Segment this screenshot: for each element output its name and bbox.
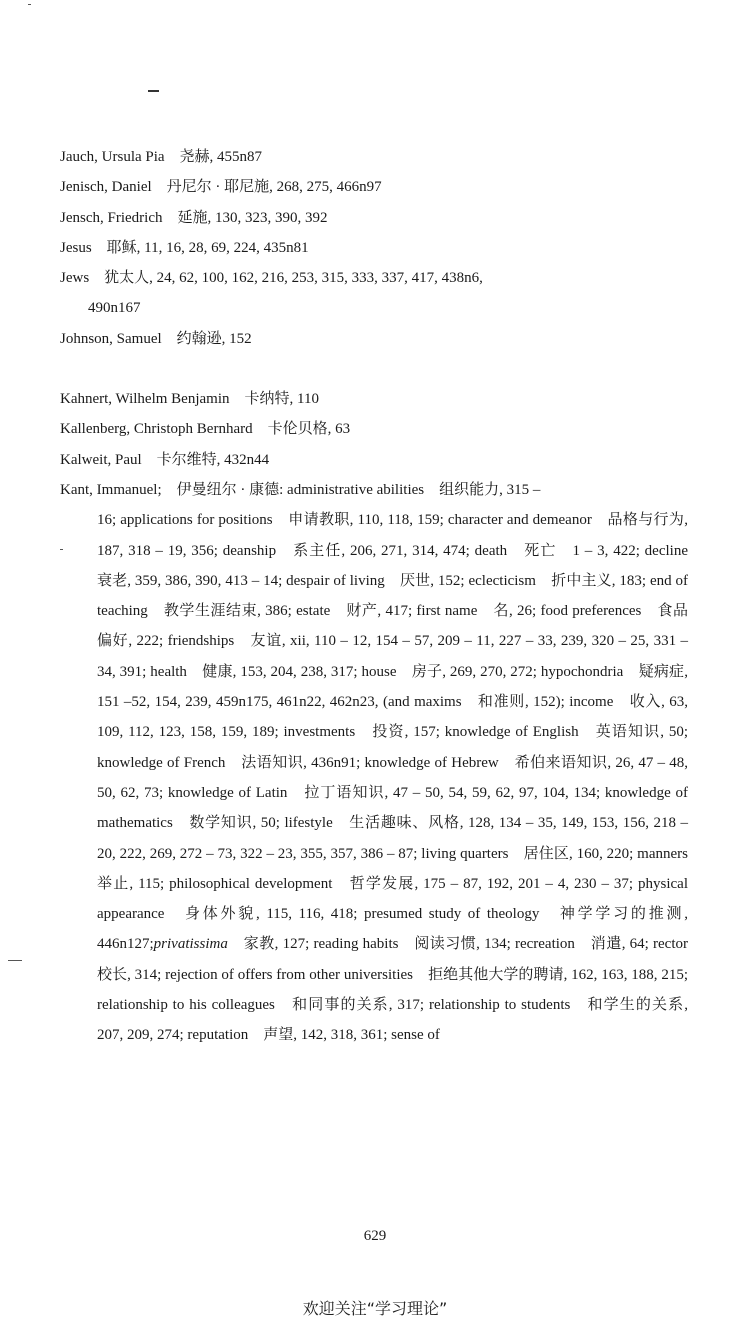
index-entry-kant xyxy=(60,475,704,1051)
kant-entry-subentries xyxy=(60,505,704,1050)
index-entry-kallenberg xyxy=(60,414,692,444)
index-group-k xyxy=(60,384,692,475)
footer-watermark-text: 欢迎关注“学习理论” xyxy=(302,1299,448,1318)
scan-speck xyxy=(28,4,31,5)
kant-subentries-text-continued: 家教, 127; reading habits 阅读习惯, 134; recreation 消遣, 64; rector 校长, 314; rejection of offers from other universities 拒绝其他大学的聘请, 162, 163, 188, 215; relationship to his colleagues 和同事的关系, 317; relationship to students 和学生的关系, 207, 209, 274; reputation 声望, 142, 318, 361; sense of xyxy=(97,936,704,1044)
entry-text: Kallenberg, Christoph Bernhard 卡伦贝格, 63 xyxy=(60,421,351,438)
index-entry-jauch xyxy=(60,142,692,172)
index-entry-jesus xyxy=(60,233,692,263)
kant-entry-heading: Kant, Immanuel; 伊曼纽尔 · 康德: administrative abilities 组织能力, 315 – xyxy=(60,482,541,498)
entry-text: Jauch, Ursula Pia 尧赫, 455n87 xyxy=(60,149,263,165)
scan-speck xyxy=(8,960,22,961)
index-entry-kalweit xyxy=(60,445,692,475)
entry-text: Jews 犹太人, 24, 62, 100, 162, 216, 253, 315, 333, 337, 417, 438n6, xyxy=(60,270,483,287)
index-entry-jews xyxy=(60,263,692,324)
index-entry-jensch xyxy=(60,203,692,233)
entry-text: Jenisch, Daniel 丹尼尔 · 耶尼施, 268, 275, 466n97 xyxy=(60,179,382,196)
entry-text: Jensch, Friedrich 延施, 130, 323, 390, 392 xyxy=(60,209,328,226)
entry-text: Johnson, Samuel 约翰逊, 152 xyxy=(60,330,252,347)
entry-text: Jesus 耶稣, 11, 16, 28, 69, 224, 435n81 xyxy=(60,239,309,256)
index-entry-jenisch xyxy=(60,172,692,202)
index-entry-kahnert xyxy=(60,384,692,414)
italic-term: privatissima xyxy=(153,936,228,953)
entry-text: Kalweit, Paul 卡尔维特, 432n44 xyxy=(60,451,270,468)
kant-subentries-text: 16; applications for positions 申请教职, 110, 118, 159; character and demeanor 品格与行为, 187, 318 – 19, 356; deanship 系主任, 206, 271, 314, 474; death 死亡 1 – 3, 422; decline 衰老, 359, 386, 390, 413 – 14; despair of living 厌世, 152; eclecticism 折中主义, 183; end of teaching 教学生涯结束, 386; estate 财产, 417; first name 名, 26; food preferences 食品偏好, 222; friendships 友谊, xii, 110 – 12, 154 – 57, 209 – 11, 227 – 33, 239, 320 – 25, 331 – 34, 391; health 健康, 153, 204, 238, 317; house 房子, 269, 270, 272; hypochondria 疑病症, 151 –52, 154, 239, 459n175, 461n22, 462n23, (and maxims 和准则, 152); income 收入, 63, 109, 112, 123, 158, 159, 189; investments 投资, 157; knowledge of English 英语知识, 50; knowledge of French 法语知识, 436n91; knowledge of Hebrew 希伯来语知识, 26, 47 – 48, 50, 62, 73; knowledge of Latin 拉丁语知识, 47 – 50, 54, 59, 62, 97, 104, 134; knowledge of mathematics 数学知识, 50; lifestyle 生活趣味、风格, 128, 134 – 35, 149, 153, 156, 218 – 20, 222, 269, 272 – 73, 322 – 23, 355, 357, 386 – 87; living quarters 居住区, 160, 220; manners 举止, 115; philosophical development 哲学发展, 175 – 87, 192, 201 – 4, 230 – 37; physical appearance 身体外貌, 115, 116, 418; presumed study of theology 神学学习的推测, 446n127; xyxy=(97,512,704,953)
entry-continuation: 490n167 xyxy=(88,300,141,317)
page-number: 629 xyxy=(363,1228,387,1244)
index-group-j xyxy=(60,142,692,354)
entry-text: Kahnert, Wilhelm Benjamin 卡纳特, 110 xyxy=(60,391,319,407)
index-entry-johnson xyxy=(60,324,692,354)
scan-dash-mark xyxy=(148,90,159,92)
